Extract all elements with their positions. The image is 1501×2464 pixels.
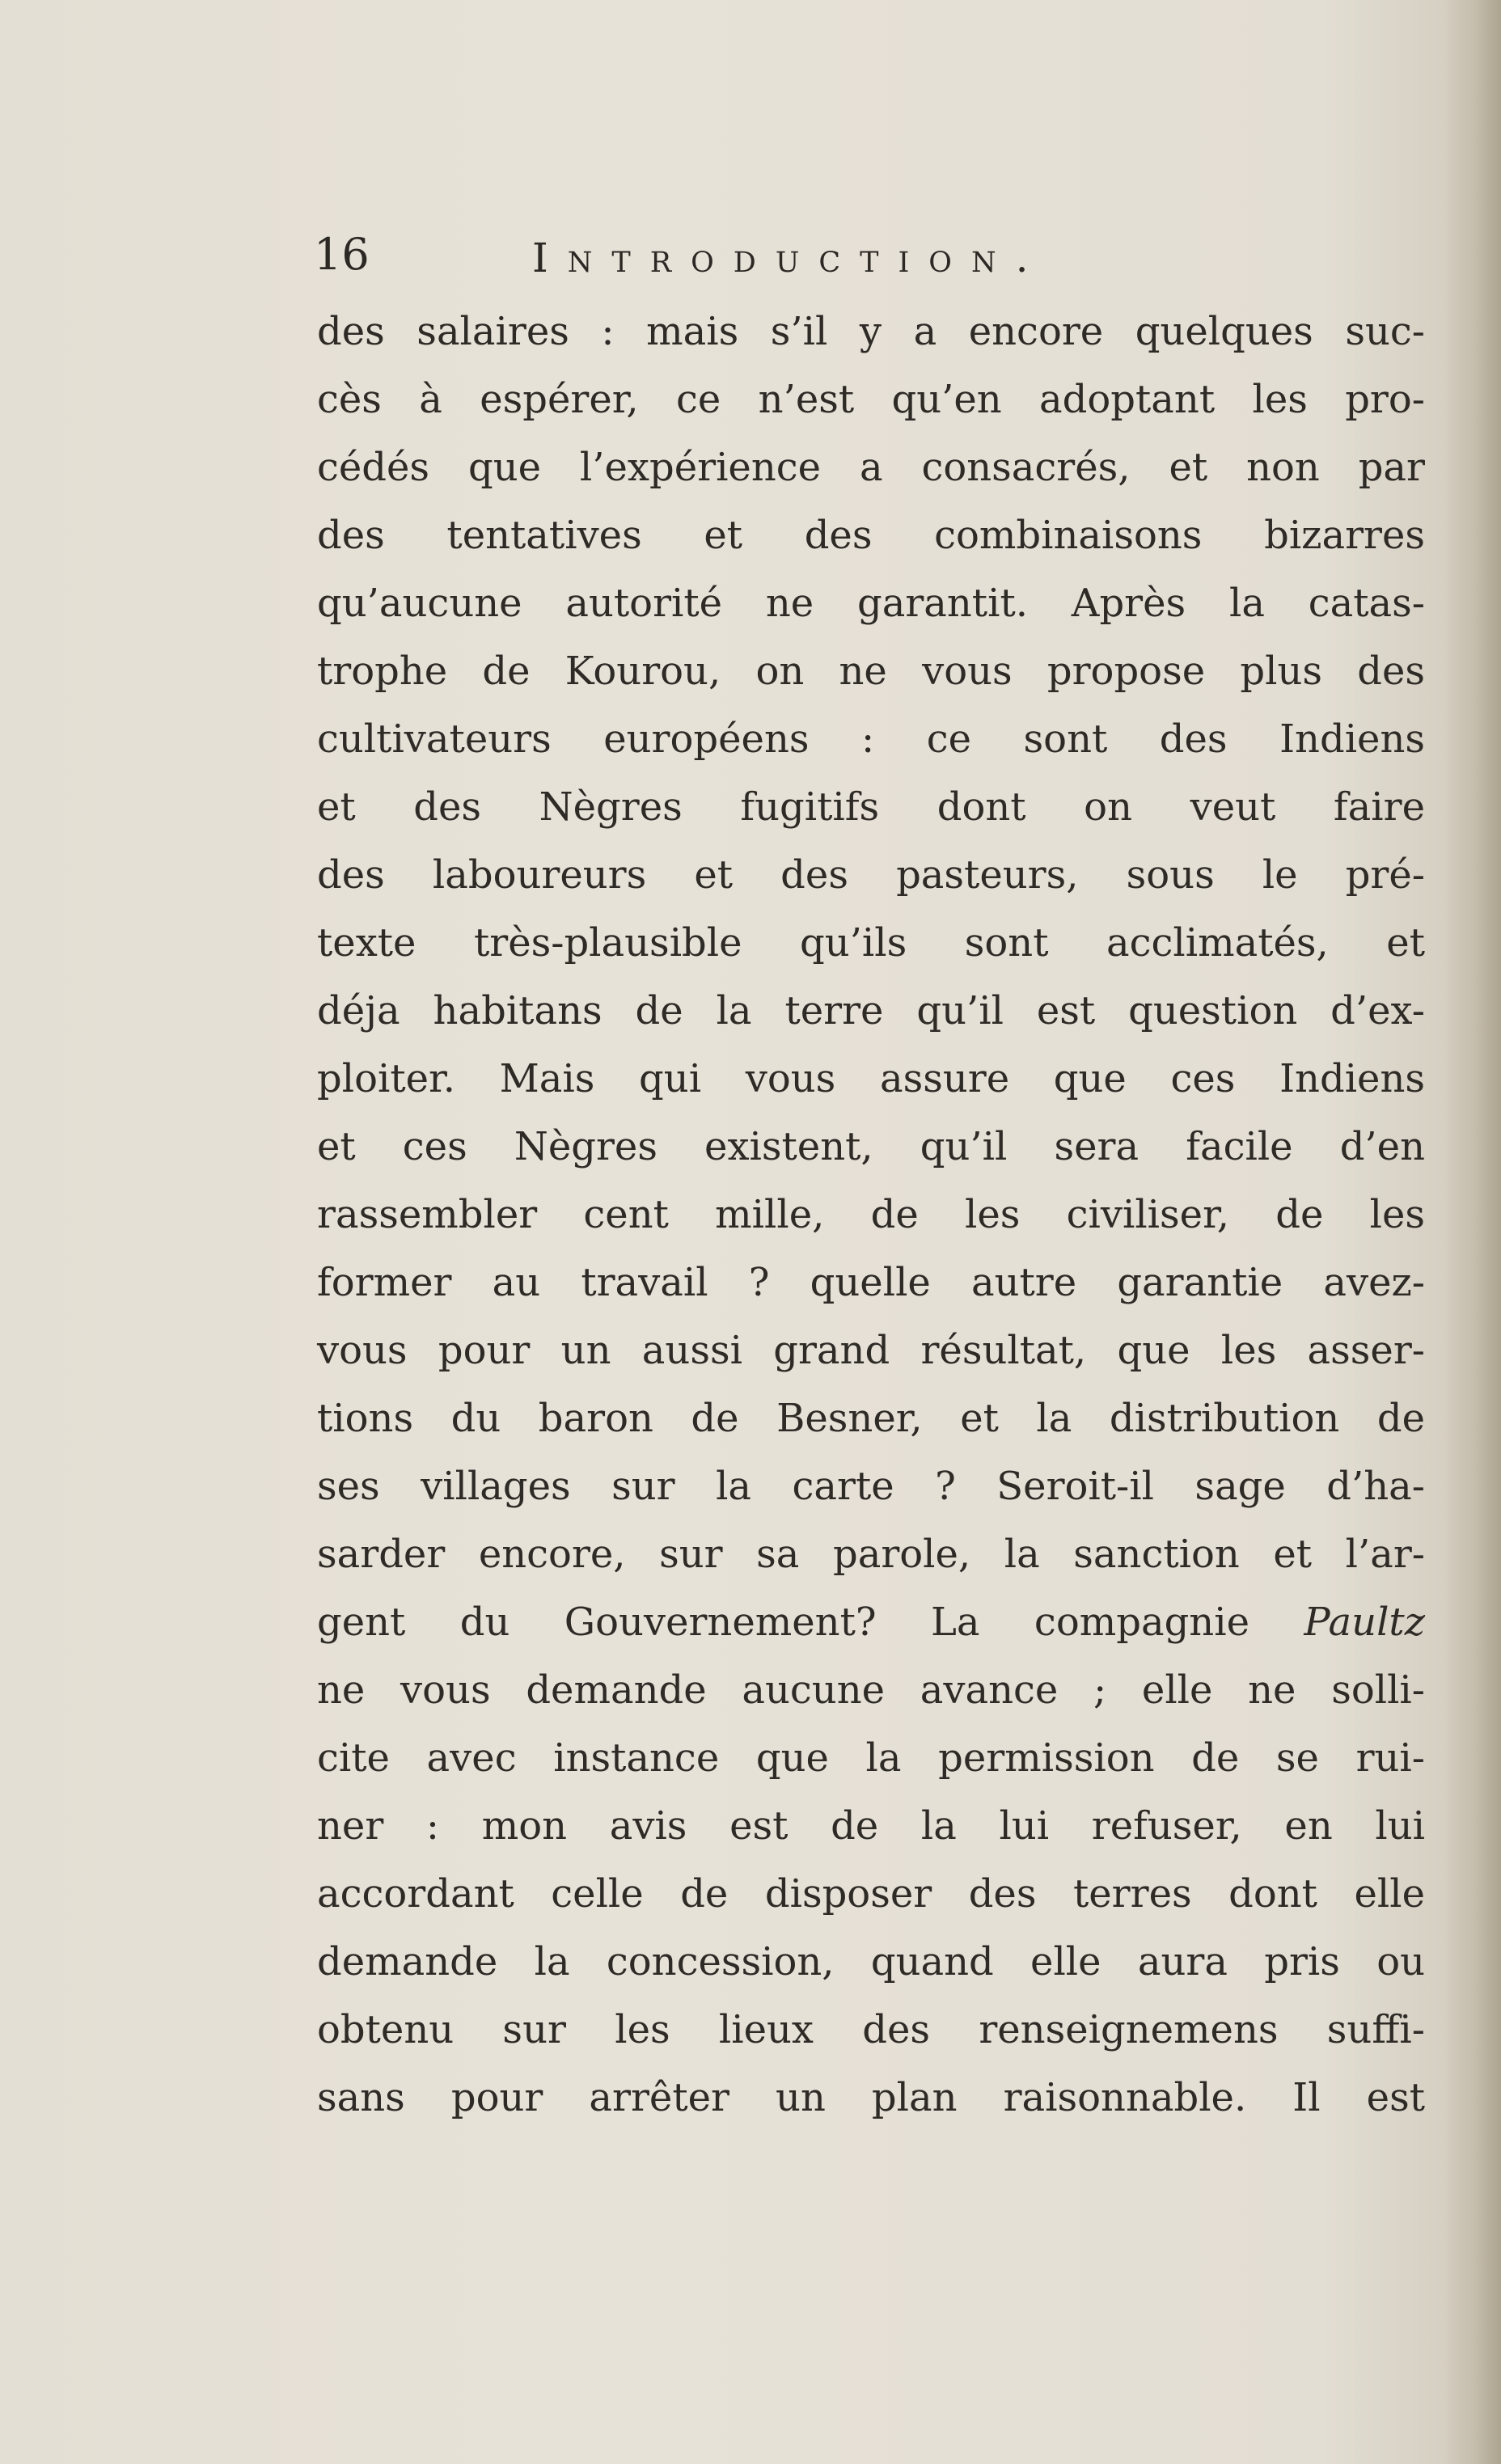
page-header [314, 220, 1430, 293]
text-line: et ces Nègres existent, qu’il sera facile d’en [317, 1124, 1425, 1169]
page-number: 16 [314, 229, 370, 280]
text-line: demande la concession, quand elle aura pris ou [317, 1939, 1425, 1984]
text-line-with-italic [317, 1588, 1425, 1656]
text-line: sarder encore, sur sa parole, la sanction et l’ar- [317, 1532, 1425, 1577]
text-line: ner : mon avis est de la lui refuser, en lui [317, 1803, 1425, 1849]
text-line: texte très-plausible qu’ils sont acclimatés, et [317, 920, 1425, 966]
text-fragment: gent du Gouvernement? La compagnie [317, 1600, 1304, 1645]
text-line: des salaires : mais s’il y a encore quelques suc- [317, 309, 1425, 354]
italic-company-name: Paultz [1304, 1600, 1425, 1645]
running-head: Introduction. [532, 235, 1048, 281]
text-line: des tentatives et des combinaisons bizarres [317, 513, 1425, 558]
text-line: tions du baron de Besner, et la distribution de [317, 1396, 1425, 1441]
text-line: et des Nègres fugitifs dont on veut faire [317, 784, 1425, 830]
text-line: vous pour un aussi grand résultat, que les asser- [317, 1328, 1425, 1373]
text-line: rassembler cent mille, de les civiliser, de les [317, 1192, 1425, 1237]
text-line: ploiter. Mais qui vous assure que ces Indiens [317, 1056, 1425, 1101]
text-line: ne vous demande aucune avance ; elle ne solli- [317, 1667, 1425, 1713]
text-line: cès à espérer, ce n’est qu’en adoptant les pro- [317, 377, 1425, 422]
text-line: trophe de Kourou, on ne vous propose plus des [317, 649, 1425, 694]
text-line: déja habitans de la terre qu’il est question d’ex- [317, 988, 1425, 1033]
text-line: cultivateurs européens : ce sont des Indiens [317, 716, 1425, 762]
text-line: obtenu sur les lieux des renseignemens suffi- [317, 2007, 1425, 2052]
text-line: cite avec instance que la permission de se rui- [317, 1735, 1425, 1781]
page-edge-shadow [1444, 0, 1501, 2464]
text-line: des laboureurs et des pasteurs, sous le pré- [317, 852, 1425, 898]
text-line: sans pour arrêter un plan raisonnable. Il est [317, 2075, 1425, 2120]
text-line: cédés que l’expérience a consacrés, et non par [317, 445, 1425, 490]
text-line: qu’aucune autorité ne garantit. Après la catas- [317, 581, 1425, 626]
body-text [317, 298, 1425, 2132]
text-line: accordant celle de disposer des terres dont elle [317, 1871, 1425, 1917]
text-line: ses villages sur la carte ? Seroit-il sage d’ha- [317, 1464, 1425, 1509]
text-line: former au travail ? quelle autre garantie avez- [317, 1260, 1425, 1305]
